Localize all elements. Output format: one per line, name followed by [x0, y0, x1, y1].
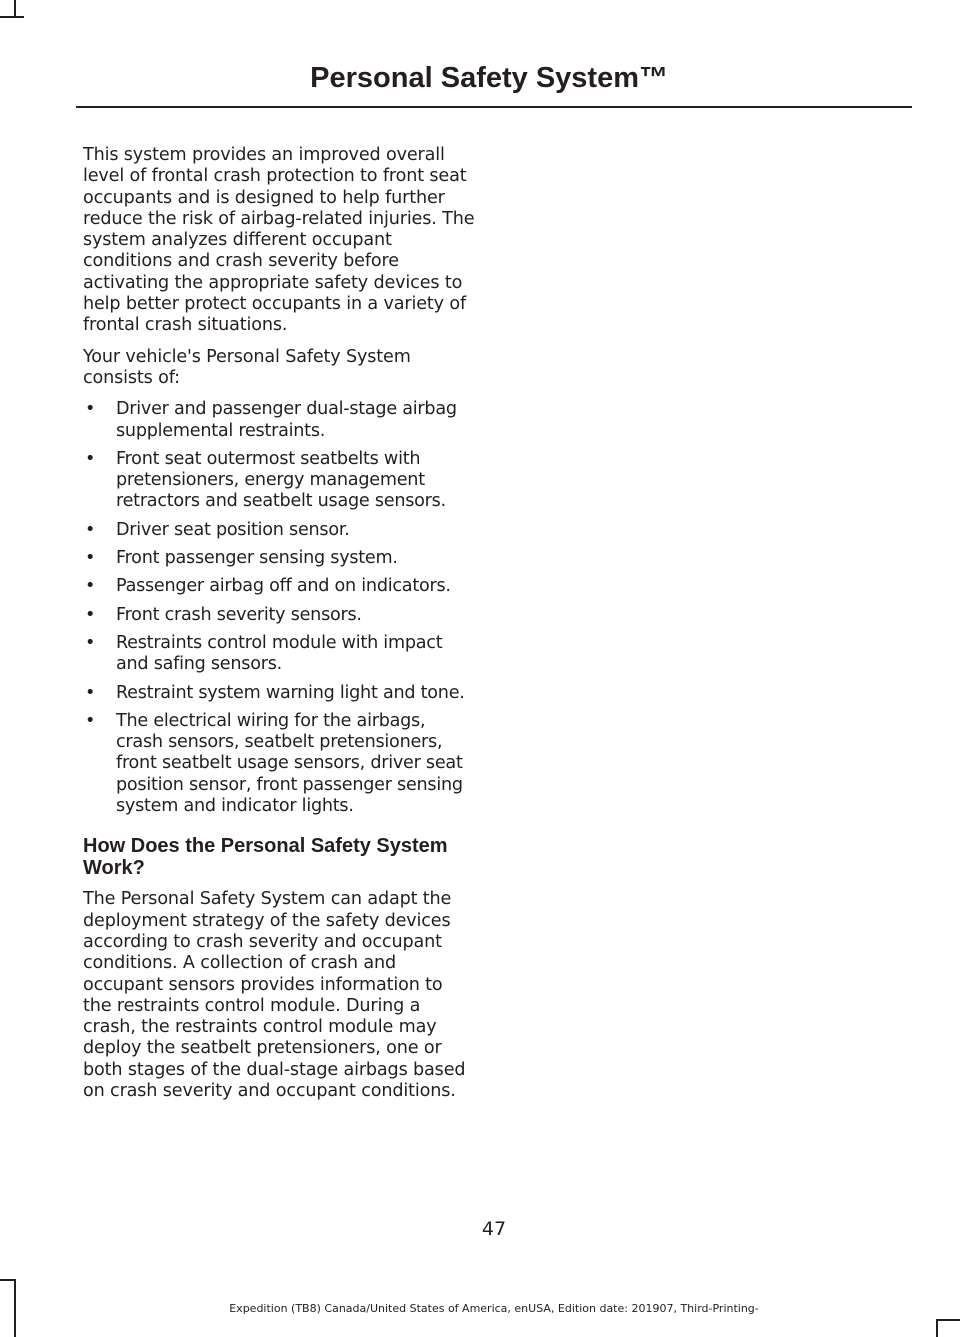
list-item [83, 548, 476, 569]
bullet-icon: • [85, 548, 96, 569]
list-item-text: Restraints control module with impact and safing sensors. [116, 632, 443, 675]
list-item-text: Front seat outermost seatbelts with pretensioners, energy management retractors and seatbelt usage sensors. [116, 448, 446, 512]
bullet-icon: • [85, 576, 96, 597]
list-item [83, 399, 476, 442]
page-number: 47 [481, 1218, 507, 1240]
section-paragraph: The Personal Safety System can adapt the deployment strategy of the safety devices according to crash severity and occupant conditions. A collection of crash and occupant sensors provides information to the restraints control module. During a crash, the restraints control module may deploy the seatbelt pretensioners, one or both stages of the dual-stage airbags based on crash severity and occupant conditions. [83, 889, 466, 1101]
crop-mark [14, 0, 16, 18]
crop-mark [936, 1319, 960, 1321]
bullet-icon: • [85, 519, 96, 540]
list-item [83, 576, 476, 597]
list-item [83, 449, 476, 513]
crop-mark [936, 1319, 938, 1337]
footer-text: Expedition (TB8) Canada/United States of America, enUSA, Edition date: 201907, Third-Printing- [229, 1302, 759, 1315]
bullet-icon: • [85, 710, 96, 731]
bullet-icon: • [85, 604, 96, 625]
list-item-text: Passenger airbag off and on indicators. [116, 576, 451, 597]
bullet-icon: • [85, 399, 96, 420]
bullet-icon: • [85, 632, 96, 653]
bullet-icon: • [85, 682, 96, 703]
list-item-text: Front passenger sensing system. [116, 548, 398, 569]
list-item-text: The electrical wiring for the airbags, crash sensors, seatbelt pretensioners, front seatbelt usage sensors, driver seat position sensor, front passenger sensing system and indicator lights. [116, 710, 463, 817]
list-item-text: Driver and passenger dual-stage airbag supplemental restraints. [116, 399, 457, 441]
list-item-text: Front crash severity sensors. [116, 604, 362, 625]
list-item-text: Driver seat position sensor. [116, 519, 350, 540]
header-divider [76, 106, 912, 108]
bullet-icon: • [85, 448, 96, 469]
intro-paragraph: This system provides an improved overall level of frontal crash protection to front seat occupants and is designed to help further reduce the risk of airbag-related injuries. The system analyzes different occupant conditions and crash severity before activating the appropriate safety devices to help better protect occupants in a variety of frontal crash situations. [83, 145, 475, 336]
section-heading: How Does the Personal Safety System Work? [83, 835, 448, 880]
list-item [83, 633, 476, 676]
crop-mark [0, 1279, 16, 1281]
list-item [83, 683, 476, 704]
list-item-text: Restraint system warning light and tone. [116, 682, 465, 703]
list-item [83, 711, 476, 817]
list-item [83, 520, 476, 541]
consists-paragraph: Your vehicle's Personal Safety System consists of: [83, 346, 411, 388]
main-content [83, 145, 476, 1112]
component-list [83, 399, 476, 817]
list-item [83, 605, 476, 626]
page-title: Personal Safety System™ [310, 62, 668, 94]
crop-mark [0, 16, 24, 18]
